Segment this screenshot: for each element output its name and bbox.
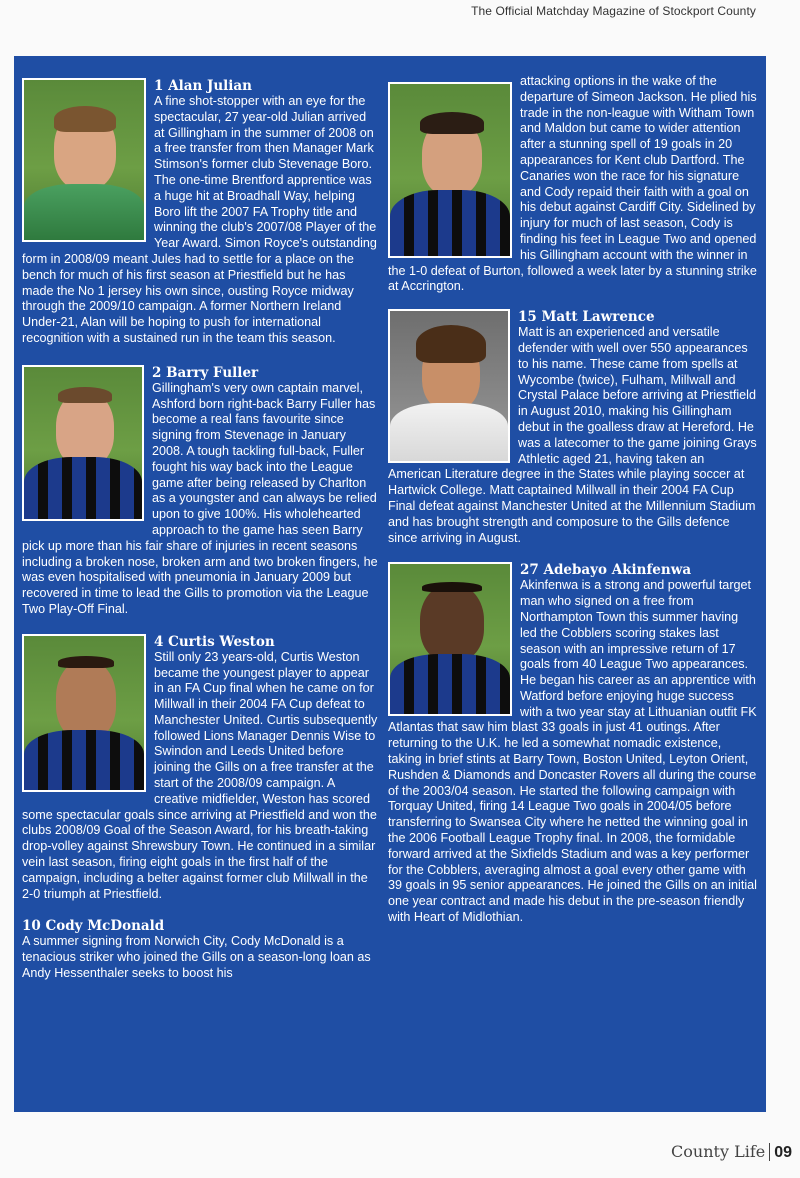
- article-body-continued: attacking options in the wake of the departure of Simeon Jackson. He plied his trade in the non-league with Witham Town and Maldon but came to wider attention after a stunning spell of 19 goals in 20 appearances for Kent club Dartford. The Canaries won the race for his signature and Cody repaid their faith with a goal on his debut against Cardiff City. Sidelined by injury for much of last season, Cody is finding his feet in League Two and opened his Gillingham account with the winner in the 1-0 defeat of Burton, followed a week later by a stunning strike at Accrington.: [388, 74, 757, 294]
- footer-divider: [769, 1143, 770, 1161]
- article-matt-lawrence: [388, 309, 758, 546]
- article-title: 27 Adebayo Akinfenwa: [520, 562, 692, 579]
- article-body: Matt is an experienced and versatile defender with well over 550 appearances to his name. These came from spells at Wycombe (twice), Fulham, Millwall and Crystal Palace before arriving at Priestfield in August 2010, making his Gillingham debut in the goalless draw at Hereford. He was a latecomer to the game joining Grays Athletic aged 21, having taken an American Literature degree in the States while playing soccer at Hartwick College. Matt captained Millwall in their 2004 FA Cup Final defeat against Manchester United at the Millennium Stadium and has brought strength and composure to the Gills defence since arriving in August.: [388, 325, 757, 545]
- article-curtis-weston: [22, 634, 378, 903]
- article-cody-mcdonald-continued: [388, 74, 758, 295]
- article-alan-julian: [22, 78, 378, 347]
- article-title: 15 Matt Lawrence: [518, 309, 655, 326]
- left-column: [22, 56, 378, 982]
- player-profiles-panel: [14, 56, 766, 1112]
- article-body: A summer signing from Norwich City, Cody McDonald is a tenacious striker who joined the Gills on a season-long loan as Andy Hessenthaler seeks to boost his: [22, 934, 371, 981]
- article-body: Akinfenwa is a strong and powerful target man who signed on a free from Northampton Town this summer having led the Cobblers scoring stakes last season with an impressive return of 17 goals from 40 League Two appearances. He began his career as an apprentice with Watford before enjoying huge success with a two year stay at Lithuanian outfit FK Atlantas that saw him blast 33 goals in just 41 outings. After returning to the U.K. he led a somewhat nomadic existence, taking in brief stints at Barry Town, Boston United, Leyton Orient, Rushden & Diamonds and Doncaster Rovers all during the course of the 2003/04 season. He started the following campaign with Torquay United, firing 14 League Two goals in 2004/05 before transferring to Swansea City where he netted the winning goal in the 2006 Football League Trophy final. In 2008, the formidable forward arrived at the Sixfields Stadium and was a key performer for the Cobblers, averaging almost a goal every other game with 39 goals in 95 senior appearances. He joined the Gills on an initial one year contract and made his debut in the pre-season friendly with Heart of Midlothian.: [388, 578, 757, 925]
- article-cody-mcdonald: [22, 918, 378, 981]
- player-photo-matt-lawrence: [388, 309, 510, 463]
- page-number: 09: [774, 1144, 792, 1161]
- article-barry-fuller: [22, 365, 378, 618]
- article-body: A fine shot-stopper with an eye for the spectacular, 27 year-old Julian arrived at Gillingham in the summer of 2008 on a free transfer from then Manager Mark Stimson's former club Stevenage Boro. The one-time Brentford apprentice was a huge hit at Broadhall Way, helping Boro lift the 2007 FA Trophy title and winning the club's 2007/08 Player of the Year Award. Simon Royce's outstanding form in 2008/09 meant Jules had to settle for a place on the bench for much of his first season at Priestfield but he has made the No 1 jersey his own since, ousting Royce midway through the 2009/10 campaign. A former Northern Ireland Under-21, Alan will be hoping to push for international recognition with a sustained run in the team this season.: [22, 94, 377, 345]
- article-body: Gillingham's very own captain marvel, Ashford born right-back Barry Fuller has become a real fans favourite since signing from Stevenage in January 2008. A tough tackling full-back, Fuller fought his way back into the League game after being released by Charlton as a youngster and can always be relied upon to give 100%. His wholehearted approach to the game has seen Barry pick up more than his fair share of injuries in recent seasons including a broken nose, broken arm and two broken fingers, he was even hospitalised with pneumonia in January 2009 but recovered in time to lead the Gills to promotion via the League Two Play-Off Final.: [22, 380, 378, 616]
- player-photo-cody-mcdonald: [388, 82, 512, 258]
- player-photo-barry-fuller: [22, 365, 144, 521]
- article-adebayo-akinfenwa: [388, 562, 758, 926]
- magazine-header: The Official Matchday Magazine of Stockport County: [471, 4, 756, 18]
- article-title: 2 Barry Fuller: [152, 364, 259, 381]
- footer-section: County Life: [671, 1142, 766, 1161]
- player-photo-alan-julian: [22, 78, 146, 242]
- player-photo-curtis-weston: [22, 634, 146, 792]
- article-body: Still only 23 years-old, Curtis Weston became the youngest player to appear in an FA Cup final when he came on for Millwall in their 2004 FA Cup defeat to Manchester United. Curtis subsequently followed Lions Manager Dennis Wise to Swindon and Leeds United before joining the Gills on a free transfer at the start of the 2008/09 campaign. A creative midfielder, Weston has scored some spectacular goals since arriving at Priestfield and won the clubs 2008/09 Goal of the Season Award, for his breath-taking drop-volley against Shrewsbury Town. He continued in a similar vein last season, firing eight goals in the first half of the campaign, including a belter against former club Millwall in the 2-0 triumph at Priestfield.: [22, 649, 378, 901]
- article-title: 10 Cody McDonald: [22, 918, 165, 935]
- article-title: 1 Alan Julian: [154, 78, 252, 94]
- right-column: [388, 56, 758, 926]
- page-footer: [671, 1142, 792, 1162]
- player-photo-adebayo-akinfenwa: [388, 562, 512, 716]
- article-title: 4 Curtis Weston: [154, 633, 275, 650]
